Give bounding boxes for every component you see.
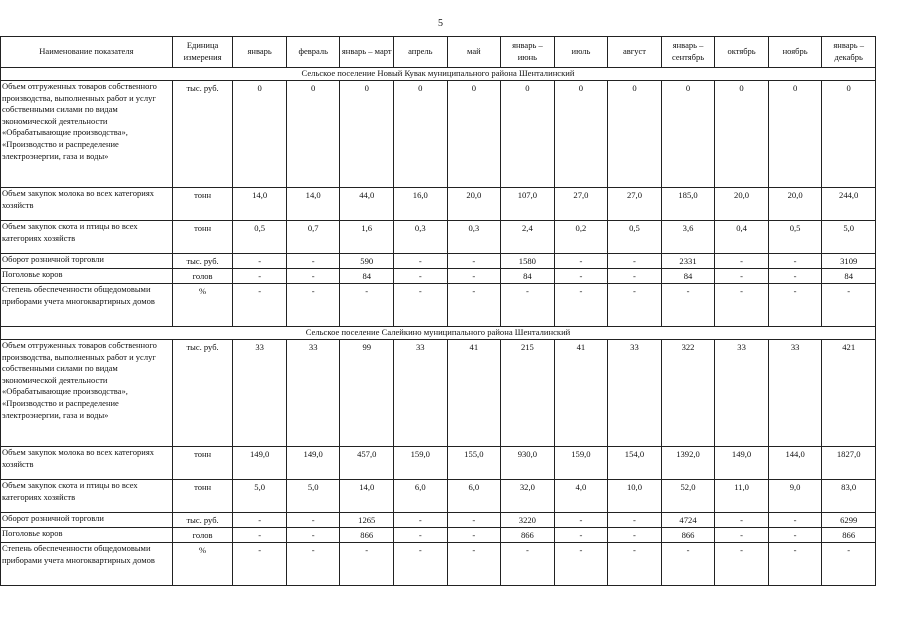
indicator-name: Объем закупок скота и птицы во всех категориях хозяйств [1, 480, 173, 513]
table-row [1, 81, 876, 188]
indicator-name: Объем закупок молока во всех категориях хозяйств [1, 447, 173, 480]
value-cell: 6,0 [447, 480, 501, 513]
value-cell: 3,6 [661, 221, 715, 254]
value-cell: 457,0 [340, 447, 394, 480]
value-cell: - [768, 254, 822, 269]
value-cell: 16,0 [394, 188, 448, 221]
value-cell: 0,3 [394, 221, 448, 254]
value-cell: 866 [501, 528, 555, 543]
value-cell: - [661, 543, 715, 586]
value-cell: 421 [822, 340, 876, 447]
value-cell: 1,6 [340, 221, 394, 254]
value-cell: 0 [394, 81, 448, 188]
table-row [1, 513, 876, 528]
value-cell: - [233, 528, 287, 543]
indicator-unit: % [172, 543, 233, 586]
value-cell: - [608, 254, 662, 269]
value-cell: - [661, 284, 715, 327]
indicator-name: Поголовье коров [1, 269, 173, 284]
value-cell: - [768, 513, 822, 528]
value-cell: - [768, 269, 822, 284]
value-cell: - [822, 284, 876, 327]
value-cell: 0,7 [286, 221, 340, 254]
value-cell: 1580 [501, 254, 555, 269]
indicator-name: Поголовье коров [1, 528, 173, 543]
value-cell: - [233, 254, 287, 269]
indicator-name: Объем отгруженных товаров собственного производства, выполненных работ и услуг собственными силами по видам экономической деятельности «Обрабатывающие производства», «Производство и распределение электроэнергии, газа и воды» [1, 81, 173, 188]
value-cell: 0,2 [554, 221, 608, 254]
value-cell: 14,0 [286, 188, 340, 221]
value-cell: - [501, 543, 555, 586]
header-period: апрель [394, 37, 448, 68]
value-cell: 84 [661, 269, 715, 284]
value-cell: 27,0 [554, 188, 608, 221]
value-cell: 0 [661, 81, 715, 188]
value-cell: 5,0 [233, 480, 287, 513]
value-cell: - [233, 284, 287, 327]
value-cell: - [608, 284, 662, 327]
value-cell: 1265 [340, 513, 394, 528]
value-cell: - [715, 284, 769, 327]
header-period: январь [233, 37, 287, 68]
value-cell: 6299 [822, 513, 876, 528]
header-unit: Единица измерения [172, 37, 233, 68]
indicators-table [0, 36, 876, 586]
indicator-unit: тыс. руб. [172, 513, 233, 528]
header-period: август [608, 37, 662, 68]
value-cell: 322 [661, 340, 715, 447]
indicator-name: Объем отгруженных товаров собственного производства, выполненных работ и услуг собственными силами по видам экономической деятельности «Обрабатывающие производства», «Производство и распределение электроэнергии, газа и воды» [1, 340, 173, 447]
section-row [1, 68, 876, 81]
value-cell: 0,3 [447, 221, 501, 254]
value-cell: 0 [340, 81, 394, 188]
value-cell: - [554, 543, 608, 586]
value-cell: - [715, 269, 769, 284]
value-cell: - [286, 528, 340, 543]
value-cell: 159,0 [554, 447, 608, 480]
value-cell: 0 [286, 81, 340, 188]
header-name: Наименование показателя [1, 37, 173, 68]
value-cell: 0 [233, 81, 287, 188]
value-cell: 41 [554, 340, 608, 447]
value-cell: - [394, 528, 448, 543]
value-cell: 0 [501, 81, 555, 188]
table-row [1, 221, 876, 254]
value-cell: 33 [608, 340, 662, 447]
page-number: 5 [438, 18, 443, 29]
value-cell: - [286, 269, 340, 284]
value-cell: 83,0 [822, 480, 876, 513]
indicator-unit: голов [172, 528, 233, 543]
value-cell: 6,0 [394, 480, 448, 513]
value-cell: - [822, 543, 876, 586]
table-header-row [1, 37, 876, 68]
value-cell: 9,0 [768, 480, 822, 513]
value-cell: 3220 [501, 513, 555, 528]
value-cell: 5,0 [286, 480, 340, 513]
table-row [1, 254, 876, 269]
value-cell: 0 [608, 81, 662, 188]
value-cell: - [233, 269, 287, 284]
value-cell: 149,0 [233, 447, 287, 480]
value-cell: 14,0 [233, 188, 287, 221]
value-cell: - [286, 513, 340, 528]
table-body [1, 68, 876, 586]
indicator-unit: тыс. руб. [172, 254, 233, 269]
value-cell: - [715, 513, 769, 528]
table-row [1, 543, 876, 586]
value-cell: - [608, 528, 662, 543]
indicator-unit: тыс. руб. [172, 340, 233, 447]
value-cell: - [554, 254, 608, 269]
value-cell: - [554, 284, 608, 327]
value-cell: 99 [340, 340, 394, 447]
value-cell: 159,0 [394, 447, 448, 480]
value-cell: - [286, 543, 340, 586]
table-row [1, 284, 876, 327]
value-cell: 10,0 [608, 480, 662, 513]
value-cell: - [233, 513, 287, 528]
indicator-name: Объем закупок скота и птицы во всех категориях хозяйств [1, 221, 173, 254]
header-period: январь – декабрь [822, 37, 876, 68]
value-cell: 4724 [661, 513, 715, 528]
value-cell: 14,0 [340, 480, 394, 513]
indicator-name: Оборот розничной торговли [1, 254, 173, 269]
value-cell: - [340, 543, 394, 586]
value-cell: - [394, 284, 448, 327]
value-cell: - [394, 254, 448, 269]
value-cell: 2,4 [501, 221, 555, 254]
table-row [1, 188, 876, 221]
indicator-unit: тонн [172, 447, 233, 480]
value-cell: - [768, 284, 822, 327]
value-cell: 185,0 [661, 188, 715, 221]
value-cell: 930,0 [501, 447, 555, 480]
value-cell: 33 [715, 340, 769, 447]
value-cell: 0,5 [768, 221, 822, 254]
value-cell: - [554, 269, 608, 284]
indicator-unit: тонн [172, 221, 233, 254]
value-cell: 20,0 [715, 188, 769, 221]
value-cell: - [394, 543, 448, 586]
value-cell: 33 [286, 340, 340, 447]
table-row [1, 340, 876, 447]
header-period: январь – сентябрь [661, 37, 715, 68]
value-cell: - [715, 543, 769, 586]
value-cell: 0,5 [608, 221, 662, 254]
table-row [1, 480, 876, 513]
table-row [1, 447, 876, 480]
value-cell: - [447, 543, 501, 586]
value-cell: - [554, 513, 608, 528]
header-period: январь – июнь [501, 37, 555, 68]
value-cell: 590 [340, 254, 394, 269]
value-cell: 0,4 [715, 221, 769, 254]
indicator-unit: голов [172, 269, 233, 284]
value-cell: - [447, 269, 501, 284]
value-cell: 866 [661, 528, 715, 543]
value-cell: 27,0 [608, 188, 662, 221]
value-cell: 11,0 [715, 480, 769, 513]
value-cell: - [233, 543, 287, 586]
table-row [1, 269, 876, 284]
value-cell: - [447, 528, 501, 543]
value-cell: 52,0 [661, 480, 715, 513]
value-cell: 0 [447, 81, 501, 188]
value-cell: 107,0 [501, 188, 555, 221]
value-cell: 84 [501, 269, 555, 284]
indicator-name: Объем закупок молока во всех категориях хозяйств [1, 188, 173, 221]
value-cell: - [715, 254, 769, 269]
value-cell: 215 [501, 340, 555, 447]
value-cell: - [608, 513, 662, 528]
header-period: февраль [286, 37, 340, 68]
value-cell: 866 [340, 528, 394, 543]
value-cell: - [501, 284, 555, 327]
indicator-unit: тыс. руб. [172, 81, 233, 188]
value-cell: 33 [768, 340, 822, 447]
section-title: Сельское поселение Новый Кувак муниципального района Шенталинский [1, 68, 876, 81]
value-cell: 84 [822, 269, 876, 284]
value-cell: 1827,0 [822, 447, 876, 480]
value-cell: 0,5 [233, 221, 287, 254]
indicator-unit: % [172, 284, 233, 327]
value-cell: 1392,0 [661, 447, 715, 480]
value-cell: 0 [768, 81, 822, 188]
value-cell: - [715, 528, 769, 543]
indicator-name: Степень обеспеченности общедомовыми приборами учета многоквартирных домов [1, 543, 173, 586]
value-cell: - [768, 528, 822, 543]
value-cell: 149,0 [286, 447, 340, 480]
value-cell: 149,0 [715, 447, 769, 480]
header-period: июль [554, 37, 608, 68]
value-cell: 0 [715, 81, 769, 188]
value-cell: 3109 [822, 254, 876, 269]
header-period: октябрь [715, 37, 769, 68]
indicator-name: Степень обеспеченности общедомовыми приборами учета многоквартирных домов [1, 284, 173, 327]
header-period: май [447, 37, 501, 68]
value-cell: - [340, 284, 394, 327]
value-cell: - [447, 513, 501, 528]
value-cell: - [447, 284, 501, 327]
value-cell: 5,0 [822, 221, 876, 254]
section-title: Сельское поселение Салейкино муниципального района Шенталинский [1, 327, 876, 340]
indicator-unit: тонн [172, 480, 233, 513]
value-cell: 154,0 [608, 447, 662, 480]
value-cell: 32,0 [501, 480, 555, 513]
indicator-name: Оборот розничной торговли [1, 513, 173, 528]
value-cell: 155,0 [447, 447, 501, 480]
value-cell: 2331 [661, 254, 715, 269]
value-cell: 144,0 [768, 447, 822, 480]
table-row [1, 528, 876, 543]
value-cell: - [286, 284, 340, 327]
value-cell: - [768, 543, 822, 586]
value-cell: 33 [233, 340, 287, 447]
value-cell: 244,0 [822, 188, 876, 221]
value-cell: - [554, 528, 608, 543]
value-cell: 33 [394, 340, 448, 447]
value-cell: 4,0 [554, 480, 608, 513]
value-cell: - [394, 269, 448, 284]
value-cell: 20,0 [447, 188, 501, 221]
value-cell: - [394, 513, 448, 528]
section-row [1, 327, 876, 340]
indicator-unit: тонн [172, 188, 233, 221]
value-cell: 20,0 [768, 188, 822, 221]
value-cell: 0 [554, 81, 608, 188]
header-period: январь – март [340, 37, 394, 68]
value-cell: 44,0 [340, 188, 394, 221]
value-cell: 0 [822, 81, 876, 188]
value-cell: - [286, 254, 340, 269]
value-cell: - [608, 543, 662, 586]
value-cell: - [608, 269, 662, 284]
value-cell: - [447, 254, 501, 269]
value-cell: 84 [340, 269, 394, 284]
value-cell: 866 [822, 528, 876, 543]
header-period: ноябрь [768, 37, 822, 68]
value-cell: 41 [447, 340, 501, 447]
